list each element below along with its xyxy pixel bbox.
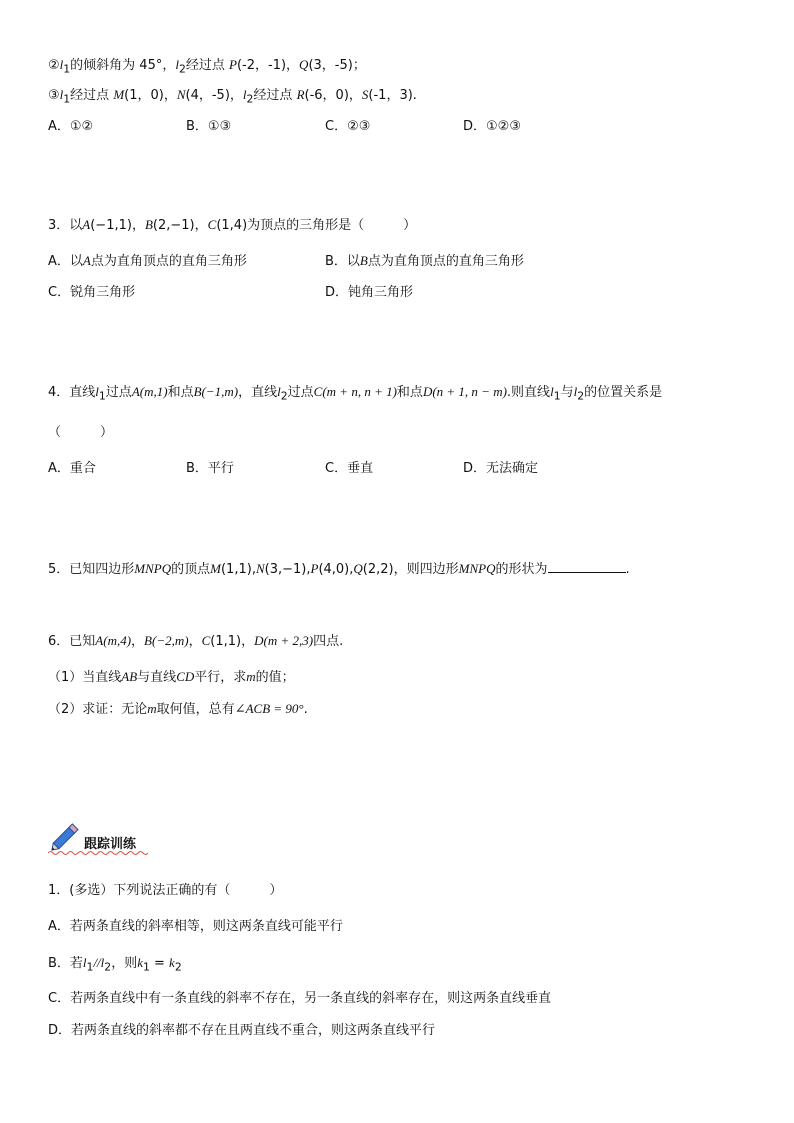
coord: (n + 1, n − m) [432, 384, 507, 399]
pencil-icon [48, 818, 84, 854]
text: 5．已知四边形 [48, 562, 135, 577]
coord: (1,1) [210, 634, 242, 649]
p2-option-c: C．②③ [325, 119, 371, 134]
q6-sub-2 [48, 699, 308, 720]
coord: (−1,1) [90, 218, 132, 233]
text: 6．已知 [48, 634, 96, 649]
var: l [242, 87, 247, 102]
text: 的顶点 [171, 562, 211, 577]
text: (1，0)， [124, 88, 177, 103]
var: Q [299, 57, 309, 72]
text: 为顶点的三角形是（ ） [247, 218, 417, 233]
coord: (m + 2,3) [263, 633, 314, 648]
coord: (1,1) [220, 562, 252, 577]
p2-statement-3 [48, 85, 417, 110]
coord: (2,2) [362, 562, 394, 577]
text: （2）求证：无论 [48, 702, 148, 717]
circled-number: ③ [48, 88, 60, 103]
var: l [100, 955, 105, 970]
q4-option-d: D．无法确定 [463, 461, 539, 476]
text: (3，-5)； [308, 58, 366, 73]
text: ，则四边形 [393, 562, 459, 577]
var: D [254, 633, 264, 648]
text: (-2，-1)， [236, 58, 300, 73]
coord: (4,0) [318, 562, 350, 577]
text: （1）当直线 [48, 670, 122, 685]
sub: 1 [98, 389, 106, 403]
p2-option-a: A．①② [48, 119, 94, 134]
var: m [147, 701, 157, 716]
q3-option-a [48, 251, 247, 272]
var: CD [176, 669, 195, 684]
var: P [310, 561, 319, 576]
sub: 2 [280, 389, 288, 403]
var: C [201, 633, 211, 648]
t1-stem: 1．(多选）下列说法正确的有（ ） [48, 883, 283, 898]
var: B [359, 253, 368, 268]
q4-option-c: C．垂直 [325, 461, 374, 476]
t1-option-c: C．若两条直线中有一条直线的斜率不存在，另一条直线的斜率存在，则这两条直线垂直 [48, 991, 552, 1006]
text: 的形状为 [495, 562, 548, 577]
text: 经过点 [185, 58, 230, 73]
q3-option-d: D．钝角三角形 [325, 285, 414, 300]
var: MNPQ [458, 561, 496, 576]
var: l [59, 57, 64, 72]
q4-stem [48, 382, 662, 407]
q6-stem [48, 631, 343, 652]
text: (-6，0)， [304, 88, 362, 103]
q6-sub-1 [48, 667, 295, 688]
q4-answer-paren: （ ） [48, 425, 114, 440]
sub: 1 [63, 62, 71, 76]
q3-stem [48, 215, 416, 236]
var: AB [121, 669, 138, 684]
t1-option-a: A．若两条直线的斜率相等，则这两条直线可能平行 [48, 919, 343, 934]
q5-stem: 5．已知四边形MNPQ的顶点M(1,1),N(3,−1),P(4,0),Q(2,2)，则四边形MNPQ的形状为 . [48, 561, 630, 577]
var: M [210, 561, 221, 576]
parallel-symbol: // [93, 955, 101, 970]
text: .则直线 [506, 385, 551, 400]
var: N [255, 561, 265, 576]
text: ， [194, 218, 208, 233]
text: ， [241, 634, 255, 649]
var: l [175, 57, 179, 72]
text: 点为直角顶点的直角三角形 [367, 254, 524, 269]
sub: 2 [246, 92, 254, 106]
sub: 1 [63, 92, 71, 106]
text: ， [188, 634, 202, 649]
text: ，则 [111, 956, 138, 971]
var: A [82, 217, 91, 232]
text: 与 [560, 385, 574, 400]
coord: (m,4) [103, 633, 132, 648]
var: S [361, 87, 369, 102]
circled-number: ② [48, 58, 60, 73]
var: D [422, 384, 433, 399]
q4-option-a: A．重合 [48, 461, 96, 476]
text: ， [131, 634, 145, 649]
text: 3．以 [48, 218, 83, 233]
var: l [95, 384, 99, 399]
coord: (3,−1) [264, 562, 307, 577]
text: B．若 [48, 956, 83, 971]
text: B．以 [325, 254, 360, 269]
text: 取何值，总有 [156, 702, 235, 717]
var: A [82, 253, 91, 268]
coord: (2,−1) [152, 218, 195, 233]
text: 过点 [287, 385, 314, 400]
var: C [313, 384, 323, 399]
text: 四点. [313, 634, 344, 649]
text: (-1，3). [368, 88, 417, 103]
var: k [169, 955, 175, 970]
var: MNPQ [134, 561, 172, 576]
text: (4，-5)， [185, 88, 243, 103]
p2-option-d: D．①②③ [463, 119, 521, 134]
sub: 1 [86, 960, 94, 974]
text: 经过点 [253, 88, 297, 103]
coord: (m,1) [139, 384, 168, 399]
section-header [48, 818, 248, 858]
sub: 1 [142, 960, 150, 974]
q3-option-b [325, 251, 524, 272]
text: . [303, 702, 308, 717]
text: ，直线 [238, 385, 278, 400]
text: 平行，求 [194, 670, 247, 685]
text: 过点 [105, 385, 132, 400]
p2-statement-2 [48, 55, 366, 80]
var: l [59, 87, 64, 102]
var: Q [353, 561, 363, 576]
section-title: 跟踪训练 [84, 837, 137, 852]
sub: 2 [577, 389, 585, 403]
var: B [144, 633, 152, 648]
var: A [131, 384, 140, 399]
var: l [550, 384, 554, 399]
q4-option-b: B．平行 [186, 461, 234, 476]
var: l [82, 955, 87, 970]
text: . [625, 562, 630, 577]
wavy-underline [48, 850, 148, 856]
coord: (−2,m) [152, 633, 189, 648]
sub: 2 [178, 62, 186, 76]
var: B [193, 384, 202, 399]
coord: (−1,m) [201, 384, 239, 399]
text: 与直线 [137, 670, 177, 685]
sub: 1 [553, 389, 561, 403]
coord: (1,4) [216, 218, 248, 233]
text: 的倾斜角为 45°， [70, 58, 176, 73]
var: P [229, 57, 237, 72]
text: 和点 [396, 385, 423, 400]
var: k [137, 955, 143, 970]
answer-blank[interactable] [548, 560, 626, 573]
coord: (m + n, n + 1) [322, 384, 397, 399]
t1-option-b [48, 953, 182, 978]
sub: 2 [104, 960, 112, 974]
var: R [296, 87, 305, 102]
t1-option-d: D．若两条直线的斜率都不存在且两直线不重合，则这两条直线平行 [48, 1023, 436, 1038]
text: 点为直角顶点的直角三角形 [90, 254, 247, 269]
text: A．以 [48, 254, 83, 269]
var: M [113, 87, 125, 102]
text: 和点 [167, 385, 194, 400]
var: m [246, 669, 256, 684]
text: = [149, 956, 170, 971]
var: N [176, 87, 186, 102]
text: 的位置关系是 [584, 385, 663, 400]
var: A [95, 633, 104, 648]
var: C [207, 217, 217, 232]
q3-option-c: C．锐角三角形 [48, 285, 136, 300]
expression: ∠ACB = 90° [234, 701, 304, 716]
text: ， [131, 218, 145, 233]
var: B [144, 217, 153, 232]
text: 的值； [255, 670, 295, 685]
sub: 2 [174, 960, 182, 974]
text: 4．直线 [48, 385, 96, 400]
var: l [277, 384, 281, 399]
p2-option-b: B．①③ [186, 119, 232, 134]
text: 经过点 [70, 88, 114, 103]
var: l [573, 384, 578, 399]
